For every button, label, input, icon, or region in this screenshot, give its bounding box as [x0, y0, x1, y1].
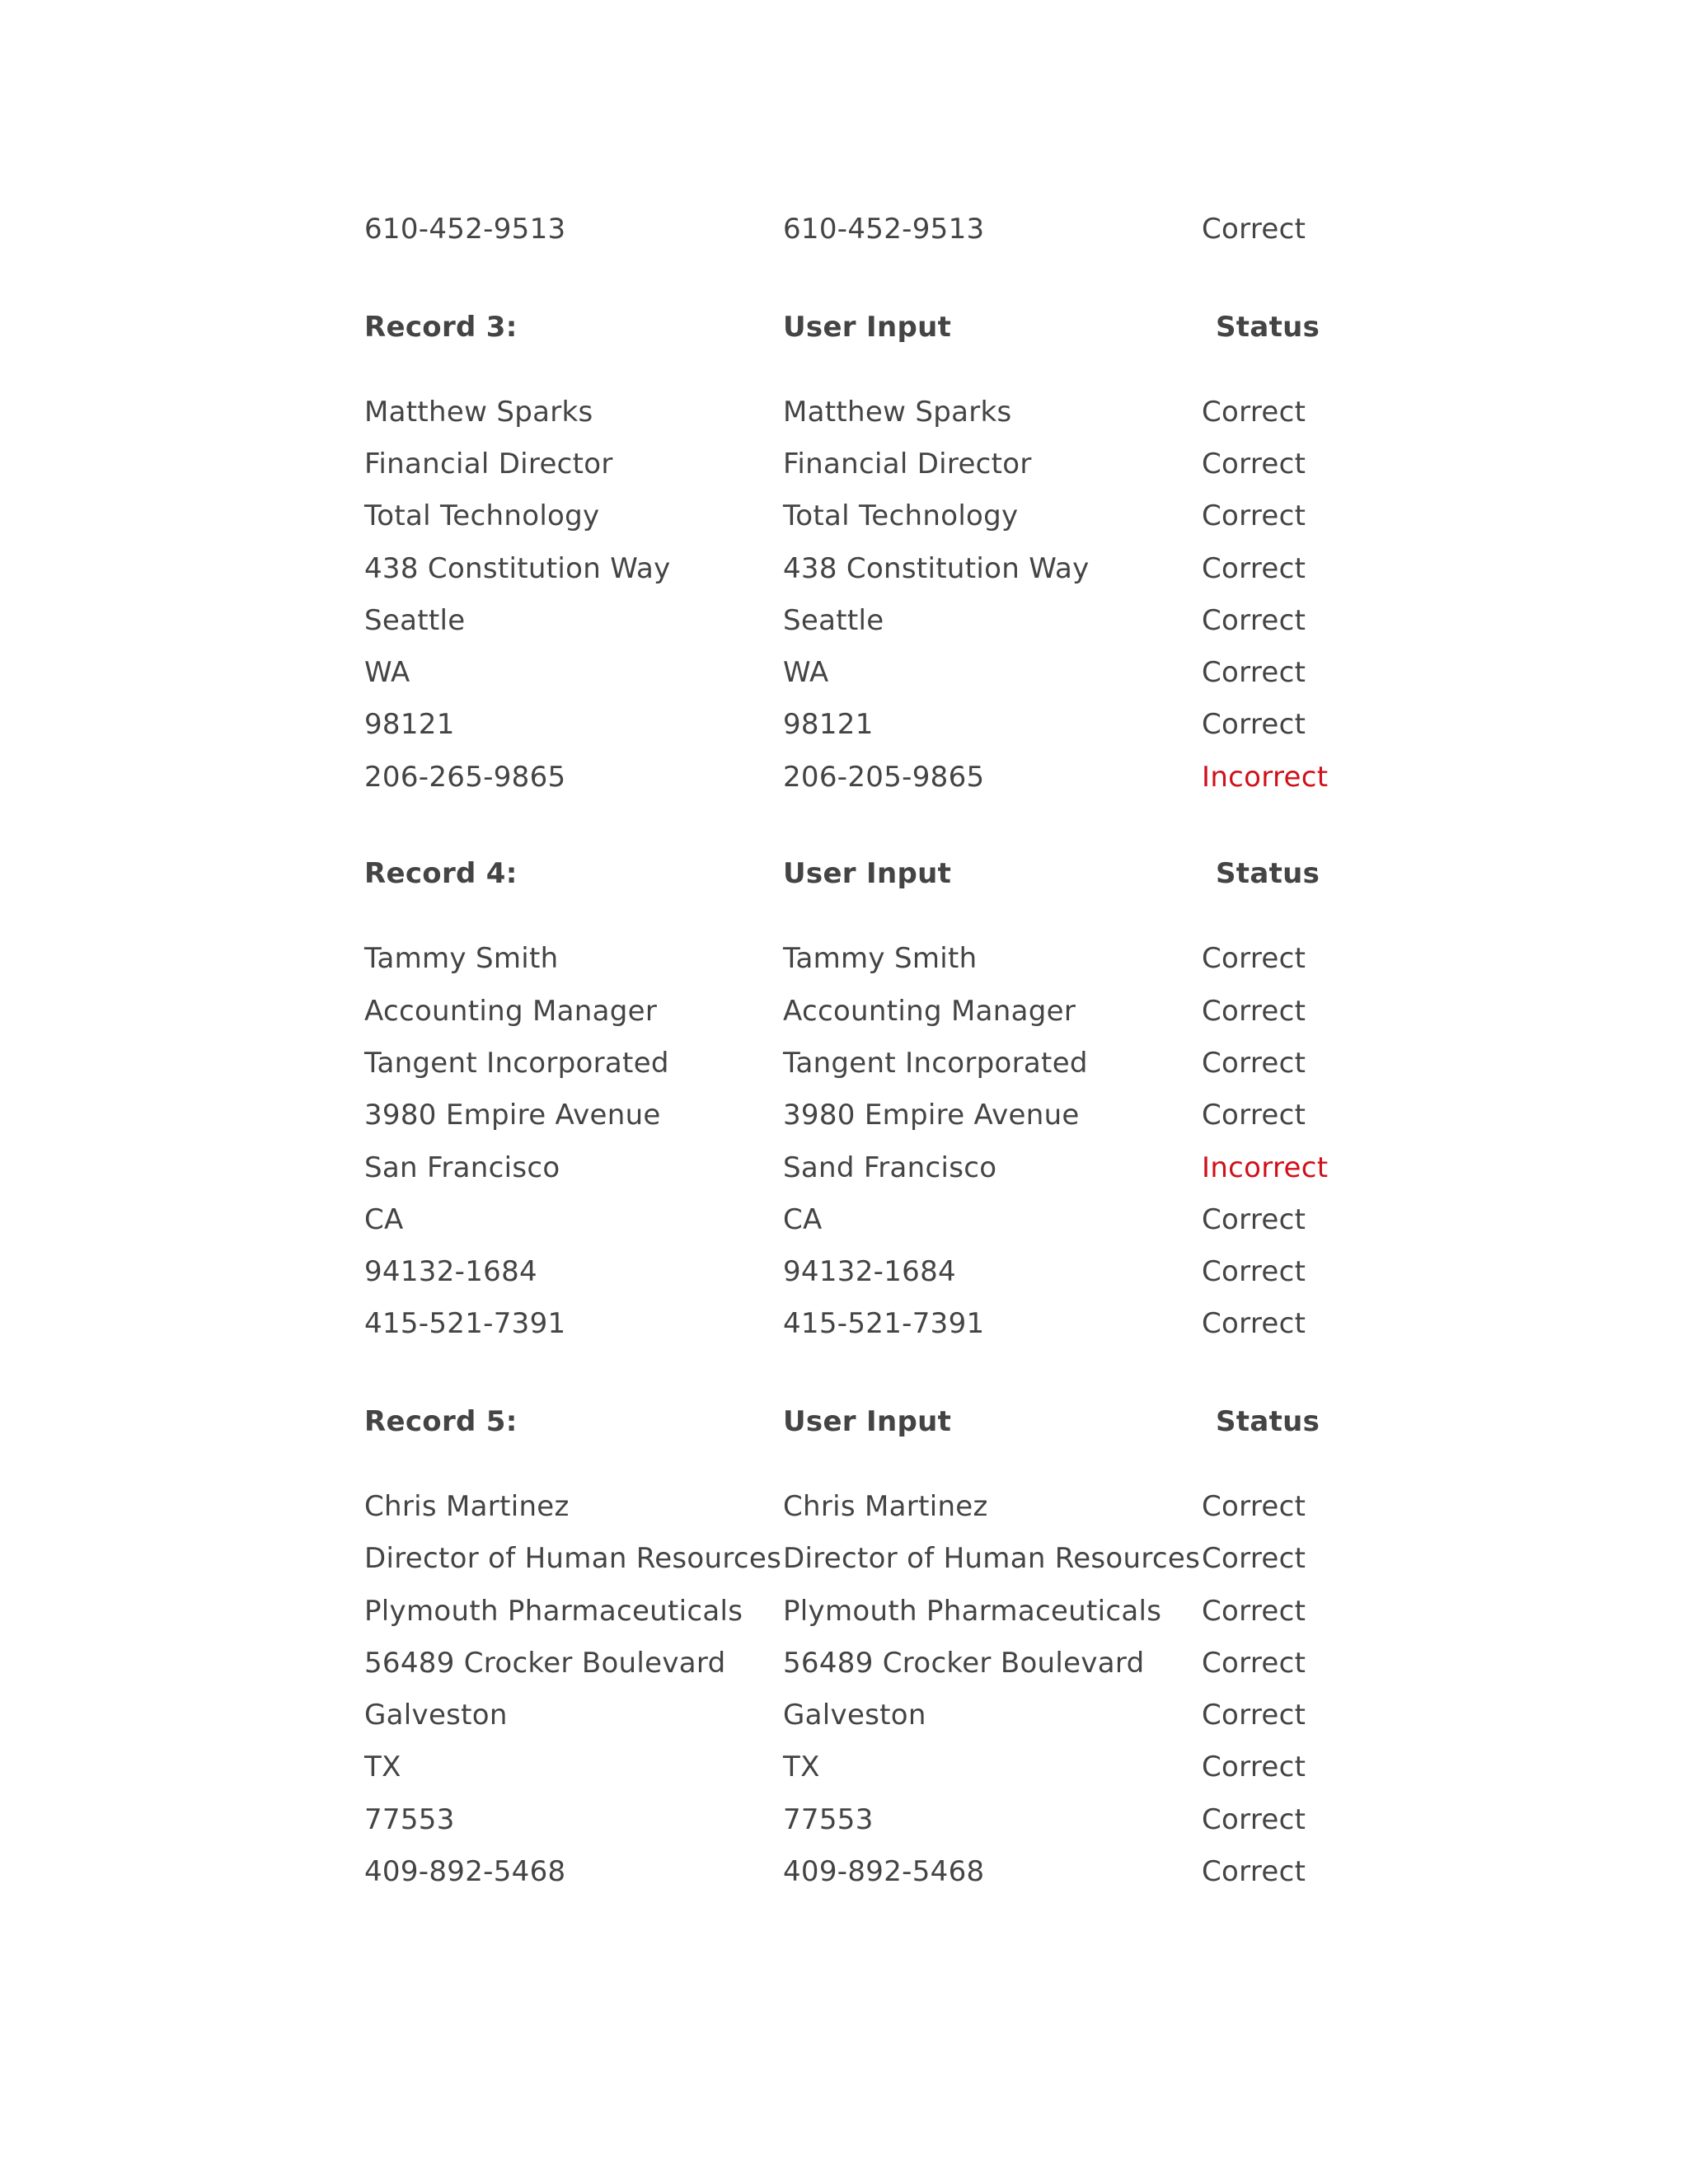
user-input-value: 206-205-9865: [783, 761, 985, 794]
record-4-row: [0, 1199, 1688, 1240]
user-input-value: 94132-1684: [783, 1255, 956, 1288]
status-value: Correct: [1202, 448, 1306, 480]
record-3-row: [0, 495, 1688, 537]
record-4-row: [0, 938, 1688, 979]
record-title: Record 4:: [364, 857, 518, 890]
record-4-row: [0, 991, 1688, 1032]
original-value: Seattle: [364, 604, 466, 637]
status-value: Correct: [1202, 396, 1306, 429]
status-value: Incorrect: [1202, 1151, 1329, 1184]
record-4-header: [0, 853, 1688, 894]
user-input-value: Matthew Sparks: [783, 396, 1012, 429]
status-value: Correct: [1202, 1047, 1306, 1080]
user-input-value: Sand Francisco: [783, 1151, 997, 1184]
user-input-value: 77553: [783, 1803, 874, 1836]
original-value: San Francisco: [364, 1151, 560, 1184]
record-5-row: [0, 1643, 1688, 1684]
original-value: Plymouth Pharmaceuticals: [364, 1595, 743, 1628]
status-value: Correct: [1202, 1699, 1306, 1732]
status-value: Incorrect: [1202, 761, 1329, 794]
original-value: Accounting Manager: [364, 995, 658, 1028]
original-value: 77553: [364, 1803, 455, 1836]
original-value: 610-452-9513: [364, 213, 566, 246]
original-value: Chris Martinez: [364, 1490, 570, 1523]
status-value: Correct: [1202, 656, 1306, 689]
record-5-row: [0, 1486, 1688, 1527]
status-value: Correct: [1202, 604, 1306, 637]
original-value: Tammy Smith: [364, 942, 559, 975]
original-value: 206-265-9865: [364, 761, 566, 794]
user-input-value: 98121: [783, 708, 874, 741]
record-3-row: [0, 757, 1688, 798]
original-value: Matthew Sparks: [364, 396, 593, 429]
original-value: 415-521-7391: [364, 1307, 566, 1340]
record-3-row: [0, 391, 1688, 433]
user-input-value: Financial Director: [783, 448, 1032, 480]
user-input-value: 3980 Empire Avenue: [783, 1099, 1080, 1132]
status-value: Correct: [1202, 499, 1306, 532]
user-input-value: Accounting Manager: [783, 995, 1076, 1028]
record-5-row: [0, 1746, 1688, 1788]
user-input-value: 56489 Crocker Boulevard: [783, 1647, 1145, 1680]
original-value: Director of Human Resources: [364, 1542, 782, 1575]
status-value: Correct: [1202, 1647, 1306, 1680]
original-value: TX: [364, 1750, 401, 1783]
original-value: 94132-1684: [364, 1255, 537, 1288]
original-value: 56489 Crocker Boulevard: [364, 1647, 726, 1680]
original-value: Tangent Incorporated: [364, 1047, 669, 1080]
original-value: 98121: [364, 708, 455, 741]
status-value: Correct: [1202, 1542, 1306, 1575]
record-4-row: [0, 1251, 1688, 1292]
status-value: Correct: [1202, 1255, 1306, 1288]
user-input-value: Director of Human Resources: [783, 1542, 1201, 1575]
record-3-row: [0, 652, 1688, 693]
user-input-value: Total Technology: [783, 499, 1019, 532]
user-input-value: 438 Constitution Way: [783, 552, 1090, 585]
status-value: Correct: [1202, 942, 1306, 975]
user-input-value: Galveston: [783, 1699, 926, 1732]
original-value: Total Technology: [364, 499, 600, 532]
status-value: Correct: [1202, 1855, 1306, 1888]
original-value: 409-892-5468: [364, 1855, 566, 1888]
status-header: Status: [1216, 1405, 1320, 1438]
user-input-value: Chris Martinez: [783, 1490, 988, 1523]
user-input-header: User Input: [783, 311, 952, 344]
status-header: Status: [1216, 311, 1320, 344]
record-4-row: [0, 1147, 1688, 1188]
status-value: Correct: [1202, 213, 1306, 246]
record-5-row: [0, 1591, 1688, 1632]
user-input-header: User Input: [783, 1405, 952, 1438]
original-value: CA: [364, 1203, 404, 1236]
user-input-value: 415-521-7391: [783, 1307, 985, 1340]
record-5-row: [0, 1694, 1688, 1736]
user-input-header: User Input: [783, 857, 952, 890]
status-value: Correct: [1202, 1490, 1306, 1523]
record-5-row: [0, 1851, 1688, 1892]
record-3-row: [0, 600, 1688, 641]
status-value: Correct: [1202, 995, 1306, 1028]
status-value: Correct: [1202, 1099, 1306, 1132]
top-data-row: [0, 209, 1688, 250]
status-value: Correct: [1202, 1750, 1306, 1783]
status-value: Correct: [1202, 1803, 1306, 1836]
user-input-value: Tangent Incorporated: [783, 1047, 1088, 1080]
status-value: Correct: [1202, 1307, 1306, 1340]
user-input-value: CA: [783, 1203, 823, 1236]
record-5-row: [0, 1799, 1688, 1840]
original-value: Financial Director: [364, 448, 613, 480]
user-input-value: Plymouth Pharmaceuticals: [783, 1595, 1162, 1628]
status-header: Status: [1216, 857, 1320, 890]
original-value: 438 Constitution Way: [364, 552, 671, 585]
record-3-row: [0, 704, 1688, 745]
record-4-row: [0, 1043, 1688, 1084]
record-3-row: [0, 443, 1688, 485]
user-input-value: 409-892-5468: [783, 1855, 985, 1888]
record-4-row: [0, 1094, 1688, 1136]
record-title: Record 5:: [364, 1405, 518, 1438]
status-value: Correct: [1202, 708, 1306, 741]
record-3-row: [0, 548, 1688, 589]
user-input-value: Tammy Smith: [783, 942, 978, 975]
record-title: Record 3:: [364, 311, 518, 344]
user-input-value: Seattle: [783, 604, 884, 637]
record-4-row: [0, 1303, 1688, 1344]
record-5-row: [0, 1538, 1688, 1579]
status-value: Correct: [1202, 1203, 1306, 1236]
original-value: Galveston: [364, 1699, 508, 1732]
status-value: Correct: [1202, 1595, 1306, 1628]
record-5-header: [0, 1401, 1688, 1442]
user-input-value: 610-452-9513: [783, 213, 985, 246]
original-value: WA: [364, 656, 410, 689]
status-value: Correct: [1202, 552, 1306, 585]
record-3-header: [0, 307, 1688, 348]
original-value: 3980 Empire Avenue: [364, 1099, 661, 1132]
user-input-value: TX: [783, 1750, 820, 1783]
user-input-value: WA: [783, 656, 829, 689]
